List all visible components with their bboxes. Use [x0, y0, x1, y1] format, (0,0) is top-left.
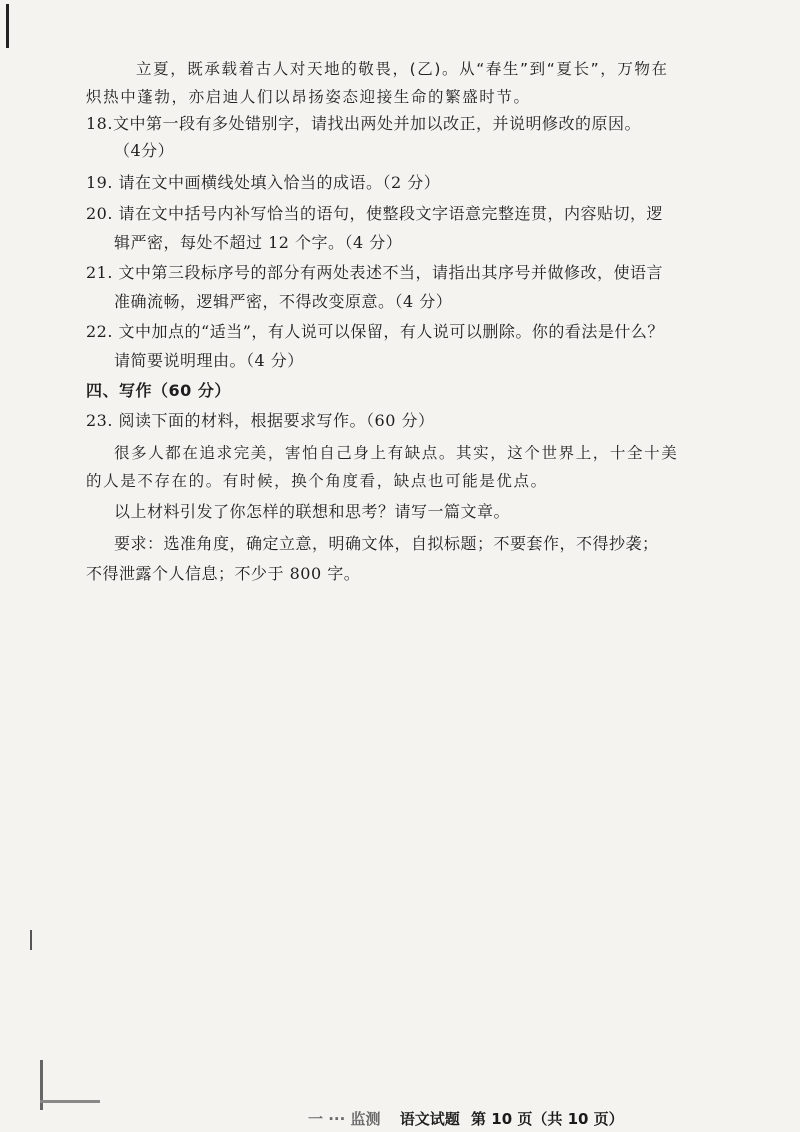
question-18-score: （4分） — [114, 141, 175, 160]
writing-requirements-continued: 不得泄露个人信息；不少于 800 字。 — [86, 564, 361, 583]
section-heading-writing: 四、写作（60 分） — [86, 381, 231, 400]
writing-requirements: 要求：选准角度，确定立意，明确文体，自拟标题；不要套作，不得抄袭； — [114, 534, 659, 553]
scan-edge-mark — [6, 4, 9, 48]
footer-subject: 语文试题 — [399, 1110, 460, 1128]
question-21: 21. 文中第三段标序号的部分有两处表述不当，请指出其序号并做修改，使语言 — [86, 263, 664, 282]
writing-prompt: 以上材料引发了你怎样的联想和思考？请写一篇文章。 — [114, 502, 511, 521]
page-footer — [308, 1108, 624, 1129]
footer-page-number: 第 10 页（共 10 页） — [471, 1110, 624, 1128]
material-line-2: 的人是不存在的。有时候，换个角度看，缺点也可能是优点。 — [86, 472, 548, 490]
question-18: 18.文中第一段有多处错别字，请找出两处并加以改正，并说明修改的原因。 — [86, 114, 641, 133]
question-20: 20. 请在文中括号内补写恰当的语句，使整段文字语意完整连贯，内容贴切，逻 — [86, 204, 664, 223]
question-19: 19. 请在文中画横线处填入恰当的成语。（2 分） — [86, 173, 441, 192]
question-20-continued: 辑严密，每处不超过 12 个字。（4 分） — [114, 233, 403, 252]
question-21-continued: 准确流畅，逻辑严密，不得改变原意。（4 分） — [114, 292, 453, 311]
passage-line-2: 炽热中蓬勃，亦启迪人们以昂扬姿态迎接生命的繁盛时节。 — [86, 88, 531, 106]
footer-exam-name: 一 ··· 监测 — [308, 1110, 381, 1128]
passage-line-1: 立夏，既承载着古人对天地的敬畏，(乙)。从“春生”到“夏长”，万物在 — [136, 60, 669, 78]
question-23: 23. 阅读下面的材料，根据要求写作。（60 分） — [86, 411, 435, 430]
scan-mark-bottom — [40, 1100, 100, 1103]
question-22-continued: 请简要说明理由。（4 分） — [114, 351, 304, 370]
material-line-1: 很多人都在追求完美，害怕自己身上有缺点。其实，这个世界上，十全十美 — [114, 444, 679, 462]
question-22: 22. 文中加点的“适当”，有人说可以保留，有人说可以删除。你的看法是什么？ — [86, 322, 664, 341]
scan-mark-left — [30, 930, 32, 950]
